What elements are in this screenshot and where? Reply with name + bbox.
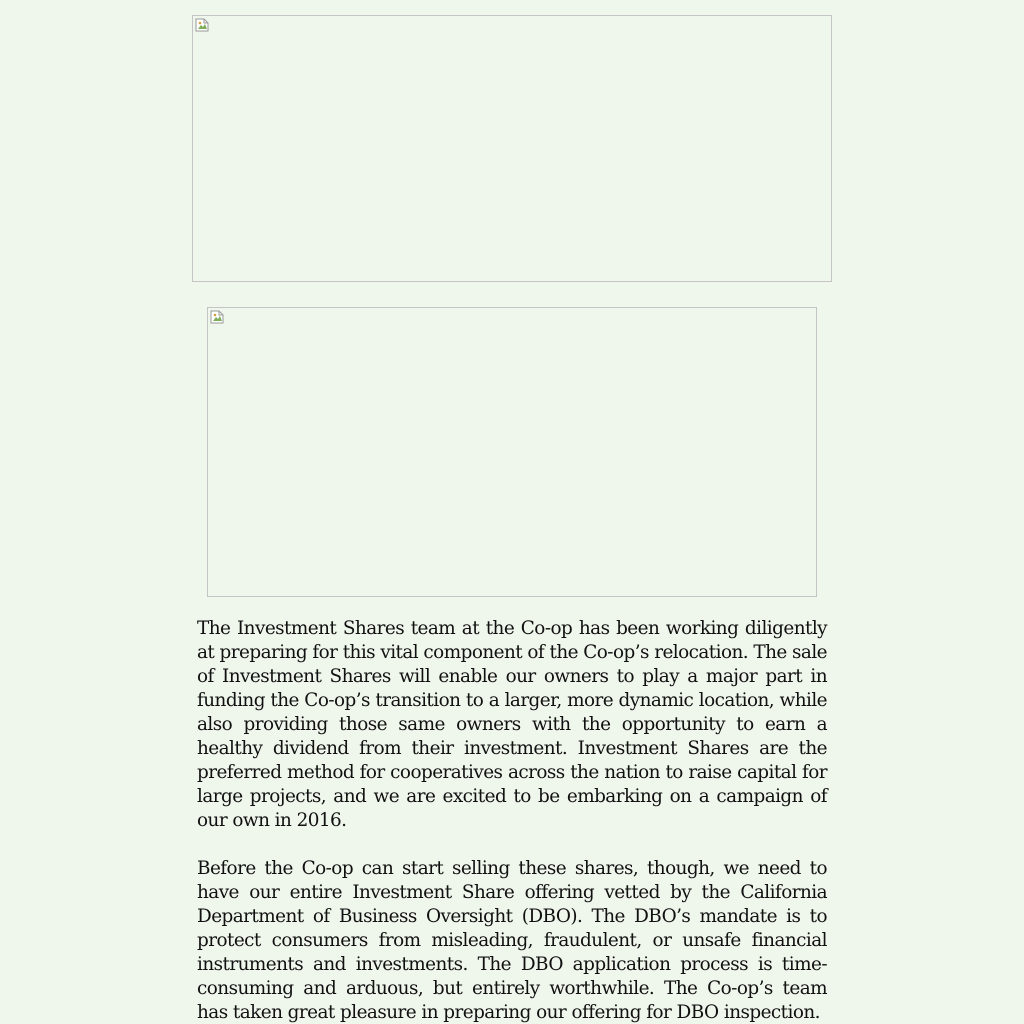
header-image: [192, 15, 832, 282]
broken-image-icon: [195, 18, 209, 32]
broken-image-icon: [210, 310, 224, 324]
paragraph-dbo-review: Before the Co-op can start selling these shares, though, we need to have our entire Investment Share offering vetted by the California Department of Business Oversight (DBO). The DBO’s mandate is to protect consumers from misleading, fraudulent, or unsafe financial instruments and investments. The DBO application process is time-consuming and arduous, but entirely worthwhile. The Co-op’s team has taken great pleasure in preparing our offering for DBO inspection.: [197, 858, 827, 1023]
paragraph-investment-shares: The Investment Shares team at the Co-op has been working diligently at preparing for this vital component of the Co-op’s relocation. The sale of Investment Shares will enable our owners to play a major part in funding the Co-op’s transition to a larger, more dynamic location, while also providing those same owners with the opportunity to earn a healthy dividend from their investment. Investment Shares are the preferred method for cooperatives across the nation to raise capital for large projects, and we are excited to be embarking on a campaign of our own in 2016.: [197, 618, 827, 831]
feature-image: [207, 307, 817, 597]
